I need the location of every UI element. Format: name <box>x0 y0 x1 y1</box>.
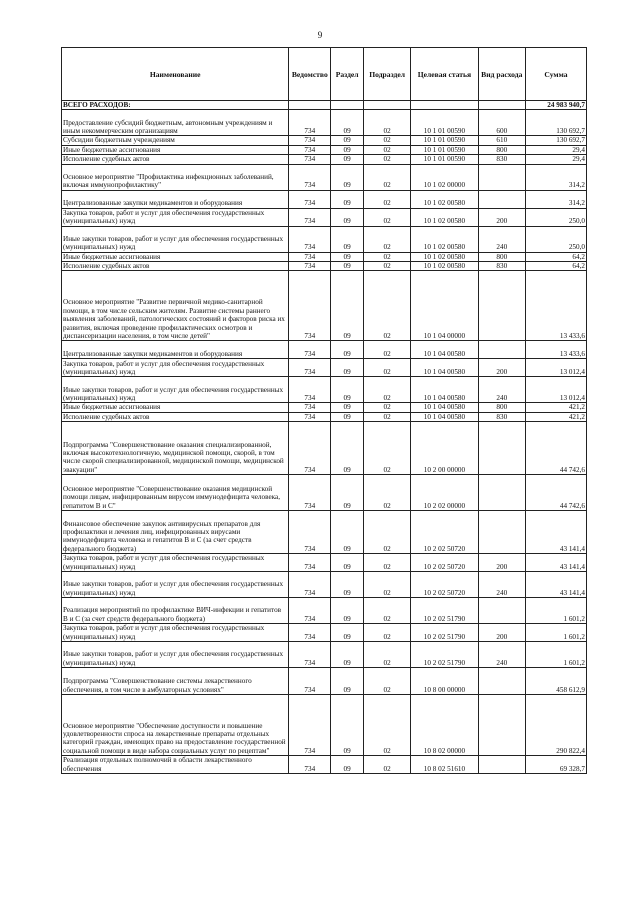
row-ved: 734 <box>289 377 331 403</box>
row-amount: 43 141,4 <box>525 511 586 554</box>
row-target-article: 10 1 04 00580 <box>411 341 478 359</box>
row-expense-type: 240 <box>478 642 525 668</box>
row-podrazdel: 02 <box>363 475 410 511</box>
row-name: Реализация отдельных полномочий в области лекарственного обеспечения <box>62 756 289 774</box>
header-razdel: Раздел <box>331 48 364 101</box>
table-row <box>62 252 587 261</box>
row-razdel: 09 <box>331 208 364 226</box>
row-podrazdel: 02 <box>363 341 410 359</box>
row-ved: 734 <box>289 554 331 572</box>
row-amount: 421,2 <box>525 403 586 412</box>
table-row <box>62 511 587 554</box>
row-name: Исполнение судебных актов <box>62 412 289 421</box>
row-name: Иные бюджетные ассигнования <box>62 403 289 412</box>
row-razdel: 09 <box>331 226 364 252</box>
row-ved: 734 <box>289 190 331 208</box>
row-ved: 734 <box>289 252 331 261</box>
row-razdel: 09 <box>331 511 364 554</box>
row-razdel: 09 <box>331 377 364 403</box>
row-target-article: 10 2 02 51790 <box>411 624 478 642</box>
row-name: Подпрограмма "Совершенствование системы лекарственного обеспечения, в том числе в амбулаторных условиях" <box>62 668 289 695</box>
table-row <box>62 598 587 624</box>
row-expense-type <box>478 756 525 774</box>
row-podrazdel: 02 <box>363 695 410 756</box>
row-target-article: 10 1 01 00590 <box>411 155 478 164</box>
row-expense-type <box>478 164 525 190</box>
row-name: Централизованные закупки медикаментов и оборудования <box>62 341 289 359</box>
row-ved: 734 <box>289 359 331 377</box>
row-target-article: 10 8 02 00000 <box>411 695 478 756</box>
row-target-article: 10 1 02 00000 <box>411 164 478 190</box>
row-podrazdel: 02 <box>363 155 410 164</box>
row-expense-type: 200 <box>478 208 525 226</box>
row-expense-type <box>478 422 525 475</box>
table-row <box>62 403 587 412</box>
row-razdel: 09 <box>331 252 364 261</box>
row-name: Иные закупки товаров, работ и услуг для обеспечения государственных (муниципальных) нужд <box>62 642 289 668</box>
row-podrazdel: 02 <box>363 377 410 403</box>
row-name: Закупка товаров, работ и услуг для обеспечения государственных (муниципальных) нужд <box>62 624 289 642</box>
row-expense-type: 600 <box>478 110 525 136</box>
table-row <box>62 756 587 774</box>
row-ved: 734 <box>289 642 331 668</box>
row-ved: 734 <box>289 475 331 511</box>
row-podrazdel: 02 <box>363 642 410 668</box>
row-amount: 43 141,4 <box>525 572 586 598</box>
row-amount: 29,4 <box>525 145 586 154</box>
row-expense-type <box>478 695 525 756</box>
header-name: Наименование <box>62 48 289 101</box>
table-row <box>62 422 587 475</box>
row-expense-type <box>478 341 525 359</box>
row-expense-type: 830 <box>478 155 525 164</box>
row-ved: 734 <box>289 271 331 341</box>
row-target-article: 10 2 02 50720 <box>411 511 478 554</box>
row-name: Основное мероприятие "Совершенствование оказания медицинской помощи лицам, инфицированным вирусом иммунодефицита человека, гепатитом В и С" <box>62 475 289 511</box>
row-amount: 13 433,6 <box>525 271 586 341</box>
row-razdel: 09 <box>331 271 364 341</box>
row-name: Исполнение судебных актов <box>62 155 289 164</box>
row-podrazdel: 02 <box>363 756 410 774</box>
row-razdel: 09 <box>331 359 364 377</box>
row-target-article: 10 2 02 51790 <box>411 642 478 668</box>
table-row <box>62 190 587 208</box>
row-target-article: 10 1 04 00580 <box>411 412 478 421</box>
table-row <box>62 110 587 136</box>
row-target-article: 10 8 00 00000 <box>411 668 478 695</box>
row-amount: 250,0 <box>525 226 586 252</box>
row-podrazdel: 02 <box>363 422 410 475</box>
row-target-article: 10 1 02 00580 <box>411 190 478 208</box>
row-ved: 734 <box>289 155 331 164</box>
table-row <box>62 377 587 403</box>
row-target-article: 10 1 02 00580 <box>411 262 478 271</box>
table-row <box>62 624 587 642</box>
table-row <box>62 226 587 252</box>
row-podrazdel: 02 <box>363 598 410 624</box>
total-row <box>62 101 587 110</box>
row-amount: 314,2 <box>525 164 586 190</box>
row-expense-type <box>478 511 525 554</box>
row-expense-type: 610 <box>478 136 525 145</box>
row-amount: 64,2 <box>525 252 586 261</box>
row-target-article: 10 1 01 00590 <box>411 110 478 136</box>
row-razdel: 09 <box>331 403 364 412</box>
row-podrazdel: 02 <box>363 262 410 271</box>
header-ved: Ведомство <box>289 48 331 101</box>
row-target-article: 10 1 04 00580 <box>411 377 478 403</box>
table-row <box>62 572 587 598</box>
row-podrazdel: 02 <box>363 136 410 145</box>
header-amount: Сумма <box>525 48 586 101</box>
row-name: Реализация мероприятий по профилактике ВИЧ-инфекции и гепатитов В и С (за счет средств федерального бюджета) <box>62 598 289 624</box>
table-row <box>62 262 587 271</box>
row-expense-type <box>478 271 525 341</box>
row-razdel: 09 <box>331 190 364 208</box>
row-razdel: 09 <box>331 695 364 756</box>
row-target-article: 10 2 00 00000 <box>411 422 478 475</box>
table-header-row <box>62 48 587 101</box>
row-expense-type: 240 <box>478 226 525 252</box>
row-expense-type <box>478 598 525 624</box>
table-row <box>62 164 587 190</box>
row-name: Субсидии бюджетным учреждениям <box>62 136 289 145</box>
row-podrazdel: 02 <box>363 511 410 554</box>
row-target-article: 10 1 02 00580 <box>411 252 478 261</box>
row-name: Закупка товаров, работ и услуг для обеспечения государственных (муниципальных) нужд <box>62 208 289 226</box>
row-target-article: 10 8 02 51610 <box>411 756 478 774</box>
row-name: Исполнение судебных актов <box>62 262 289 271</box>
row-expense-type: 800 <box>478 145 525 154</box>
row-target-article: 10 2 02 00000 <box>411 475 478 511</box>
header-podrazdel: Подраздел <box>363 48 410 101</box>
row-expense-type: 830 <box>478 412 525 421</box>
header-expense-type: Вид расхода <box>478 48 525 101</box>
row-razdel: 09 <box>331 756 364 774</box>
row-razdel: 09 <box>331 412 364 421</box>
row-podrazdel: 02 <box>363 226 410 252</box>
row-ved: 734 <box>289 403 331 412</box>
row-ved: 734 <box>289 262 331 271</box>
row-name: Подпрограмма "Совершенствование оказания специализированной, включая высокотехнологичную, медицинской помощи, скорой, в том числе скорой специализированной, медицинской помощи, медицинской эвакуации" <box>62 422 289 475</box>
table-row <box>62 155 587 164</box>
row-razdel: 09 <box>331 155 364 164</box>
table-row <box>62 359 587 377</box>
row-ved: 734 <box>289 668 331 695</box>
table-row <box>62 475 587 511</box>
row-ved: 734 <box>289 208 331 226</box>
row-target-article: 10 1 02 00580 <box>411 208 478 226</box>
row-podrazdel: 02 <box>363 624 410 642</box>
row-ved: 734 <box>289 412 331 421</box>
row-ved: 734 <box>289 226 331 252</box>
row-razdel: 09 <box>331 475 364 511</box>
row-podrazdel: 02 <box>363 271 410 341</box>
table-row <box>62 554 587 572</box>
total-label: ВСЕГО РАСХОДОВ: <box>62 101 289 110</box>
row-razdel: 09 <box>331 624 364 642</box>
row-amount: 130 692,7 <box>525 136 586 145</box>
budget-table <box>61 47 587 774</box>
row-name: Основное мероприятие "Профилактика инфекционных заболеваний, включая иммунопрофилактику" <box>62 164 289 190</box>
row-ved: 734 <box>289 136 331 145</box>
row-expense-type: 800 <box>478 403 525 412</box>
row-podrazdel: 02 <box>363 359 410 377</box>
row-expense-type <box>478 668 525 695</box>
row-razdel: 09 <box>331 554 364 572</box>
row-ved: 734 <box>289 145 331 154</box>
row-expense-type <box>478 475 525 511</box>
row-amount: 44 742,6 <box>525 475 586 511</box>
row-razdel: 09 <box>331 136 364 145</box>
row-expense-type: 240 <box>478 572 525 598</box>
table-row <box>62 341 587 359</box>
row-razdel: 09 <box>331 110 364 136</box>
row-name: Предоставление субсидий бюджетным, автономным учреждениям и иным некоммерческим организациям <box>62 110 289 136</box>
row-amount: 44 742,6 <box>525 422 586 475</box>
row-razdel: 09 <box>331 145 364 154</box>
row-razdel: 09 <box>331 668 364 695</box>
row-target-article: 10 1 01 00590 <box>411 145 478 154</box>
row-amount: 13 433,6 <box>525 341 586 359</box>
row-target-article: 10 1 04 00580 <box>411 359 478 377</box>
table-row <box>62 271 587 341</box>
row-amount: 130 692,7 <box>525 110 586 136</box>
row-ved: 734 <box>289 598 331 624</box>
row-ved: 734 <box>289 756 331 774</box>
table-row <box>62 412 587 421</box>
row-podrazdel: 02 <box>363 164 410 190</box>
row-podrazdel: 02 <box>363 412 410 421</box>
row-podrazdel: 02 <box>363 668 410 695</box>
row-amount: 250,0 <box>525 208 586 226</box>
row-amount: 1 601,2 <box>525 642 586 668</box>
row-name: Иные бюджетные ассигнования <box>62 145 289 154</box>
row-name: Финансовое обеспечение закупок антивирусных препаратов для профилактики и лечения лиц, инфицированных вирусами иммунодефицита человека и гепатитов В и С (за счет средств федерального бюджета) <box>62 511 289 554</box>
row-ved: 734 <box>289 164 331 190</box>
row-podrazdel: 02 <box>363 190 410 208</box>
row-amount: 290 822,4 <box>525 695 586 756</box>
row-podrazdel: 02 <box>363 554 410 572</box>
row-name: Иные бюджетные ассигнования <box>62 252 289 261</box>
row-amount: 13 012,4 <box>525 359 586 377</box>
row-amount: 1 601,2 <box>525 598 586 624</box>
row-expense-type: 830 <box>478 262 525 271</box>
row-expense-type: 800 <box>478 252 525 261</box>
row-ved: 734 <box>289 422 331 475</box>
row-amount: 64,2 <box>525 262 586 271</box>
row-razdel: 09 <box>331 262 364 271</box>
table-row <box>62 145 587 154</box>
row-razdel: 09 <box>331 598 364 624</box>
row-name: Иные закупки товаров, работ и услуг для обеспечения государственных (муниципальных) нужд <box>62 572 289 598</box>
row-podrazdel: 02 <box>363 572 410 598</box>
header-target-article: Целевая статья <box>411 48 478 101</box>
row-podrazdel: 02 <box>363 403 410 412</box>
row-razdel: 09 <box>331 572 364 598</box>
row-ved: 734 <box>289 110 331 136</box>
row-target-article: 10 1 01 00590 <box>411 136 478 145</box>
row-ved: 734 <box>289 624 331 642</box>
row-razdel: 09 <box>331 422 364 475</box>
table-row <box>62 695 587 756</box>
row-name: Иные закупки товаров, работ и услуг для обеспечения государственных (муниципальных) нужд <box>62 377 289 403</box>
row-expense-type: 240 <box>478 377 525 403</box>
row-podrazdel: 02 <box>363 110 410 136</box>
row-ved: 734 <box>289 572 331 598</box>
row-name: Централизованные закупки медикаментов и оборудования <box>62 190 289 208</box>
table-row <box>62 668 587 695</box>
row-razdel: 09 <box>331 341 364 359</box>
row-name: Закупка товаров, работ и услуг для обеспечения государственных (муниципальных) нужд <box>62 554 289 572</box>
table-row <box>62 136 587 145</box>
row-name: Иные закупки товаров, работ и услуг для обеспечения государственных (муниципальных) нужд <box>62 226 289 252</box>
row-target-article: 10 2 02 51790 <box>411 598 478 624</box>
row-name: Основное мероприятие "Обеспечение доступности и повышение удовлетворенности спроса на лекарственные препараты отдельных категорий граждан, имеющих право на предоставление государственной социальной помощи в виде набора социальных услуг по рецептам" <box>62 695 289 756</box>
row-amount: 1 601,2 <box>525 624 586 642</box>
row-podrazdel: 02 <box>363 252 410 261</box>
row-expense-type: 200 <box>478 359 525 377</box>
row-name: Основное мероприятие "Развитие первичной медико-санитарной помощи, в том числе сельским жителям. Развитие системы раннего выявления заболеваний, патологических состояний и факторов риска их развития, включая проведение профилактических осмотров и диспансеризации населения, в том числе детей" <box>62 271 289 341</box>
row-target-article: 10 1 04 00580 <box>411 403 478 412</box>
row-target-article: 10 1 02 00580 <box>411 226 478 252</box>
table-row <box>62 208 587 226</box>
page-number: 9 <box>317 30 323 40</box>
row-razdel: 09 <box>331 164 364 190</box>
row-podrazdel: 02 <box>363 208 410 226</box>
row-podrazdel: 02 <box>363 145 410 154</box>
row-amount: 458 612,9 <box>525 668 586 695</box>
row-razdel: 09 <box>331 642 364 668</box>
row-name: Закупка товаров, работ и услуг для обеспечения государственных (муниципальных) нужд <box>62 359 289 377</box>
row-amount: 43 141,4 <box>525 554 586 572</box>
row-ved: 734 <box>289 511 331 554</box>
row-expense-type <box>478 190 525 208</box>
total-amount: 24 983 940,7 <box>525 101 586 110</box>
row-amount: 314,2 <box>525 190 586 208</box>
row-ved: 734 <box>289 341 331 359</box>
row-expense-type: 200 <box>478 554 525 572</box>
row-target-article: 10 1 04 00000 <box>411 271 478 341</box>
row-amount: 421,2 <box>525 412 586 421</box>
row-ved: 734 <box>289 695 331 756</box>
row-expense-type: 200 <box>478 624 525 642</box>
row-amount: 13 012,4 <box>525 377 586 403</box>
row-target-article: 10 2 02 50720 <box>411 572 478 598</box>
table-row <box>62 642 587 668</box>
row-target-article: 10 2 02 50720 <box>411 554 478 572</box>
row-amount: 29,4 <box>525 155 586 164</box>
row-amount: 69 328,7 <box>525 756 586 774</box>
